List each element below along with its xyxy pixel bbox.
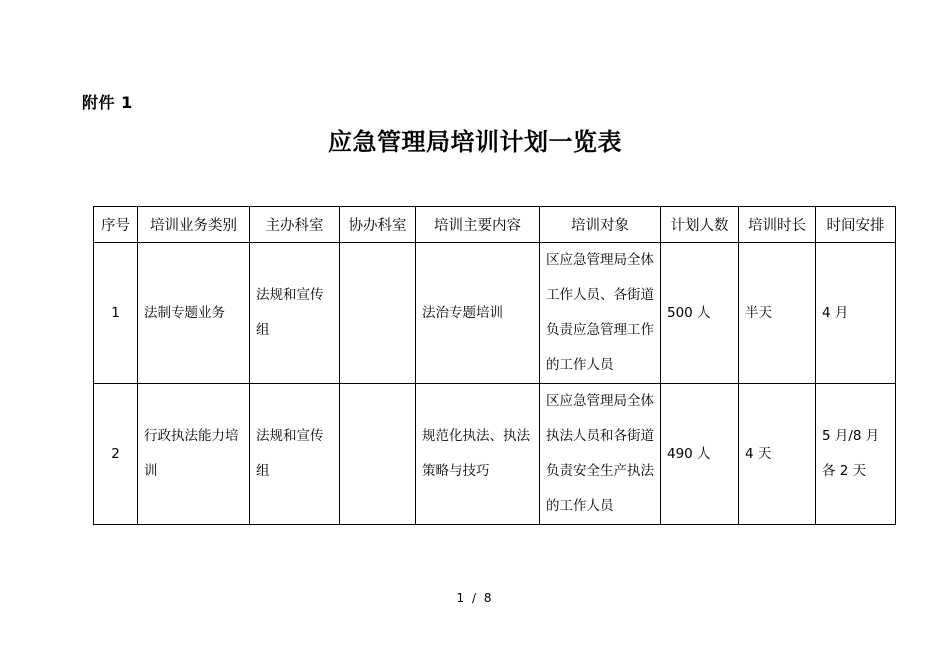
cell-schedule: 5 月/8 月各 2 天 bbox=[816, 384, 896, 525]
header-host: 主办科室 bbox=[250, 207, 340, 243]
page-number: 1 / 8 bbox=[456, 591, 494, 605]
cell-target: 区应急管理局全体工作人员、各街道负责应急管理工作的工作人员 bbox=[540, 243, 661, 384]
cell-assist bbox=[340, 384, 416, 525]
cell-duration: 4 天 bbox=[739, 384, 816, 525]
cell-duration: 半天 bbox=[739, 243, 816, 384]
cell-content: 法治专题培训 bbox=[416, 243, 540, 384]
table-row bbox=[94, 384, 896, 525]
cell-schedule: 4 月 bbox=[816, 243, 896, 384]
document-title: 应急管理局培训计划一览表 bbox=[328, 128, 622, 156]
cell-count: 490 人 bbox=[661, 384, 739, 525]
table-header-row bbox=[94, 207, 896, 243]
header-no: 序号 bbox=[94, 207, 138, 243]
header-category: 培训业务类别 bbox=[138, 207, 250, 243]
attachment-label: 附件 1 bbox=[82, 93, 133, 112]
cell-no: 1 bbox=[94, 243, 138, 384]
cell-host: 法规和宣传组 bbox=[250, 243, 340, 384]
cell-assist bbox=[340, 243, 416, 384]
table-row bbox=[94, 243, 896, 384]
cell-category: 法制专题业务 bbox=[138, 243, 250, 384]
cell-host: 法规和宣传组 bbox=[250, 384, 340, 525]
header-target: 培训对象 bbox=[540, 207, 661, 243]
cell-target: 区应急管理局全体执法人员和各街道负责安全生产执法的工作人员 bbox=[540, 384, 661, 525]
cell-category: 行政执法能力培训 bbox=[138, 384, 250, 525]
training-plan-table bbox=[93, 206, 896, 525]
cell-content: 规范化执法、执法策略与技巧 bbox=[416, 384, 540, 525]
cell-no: 2 bbox=[94, 384, 138, 525]
header-count: 计划人数 bbox=[661, 207, 739, 243]
header-content: 培训主要内容 bbox=[416, 207, 540, 243]
header-duration: 培训时长 bbox=[739, 207, 816, 243]
header-schedule: 时间安排 bbox=[816, 207, 896, 243]
header-assist: 协办科室 bbox=[340, 207, 416, 243]
cell-count: 500 人 bbox=[661, 243, 739, 384]
